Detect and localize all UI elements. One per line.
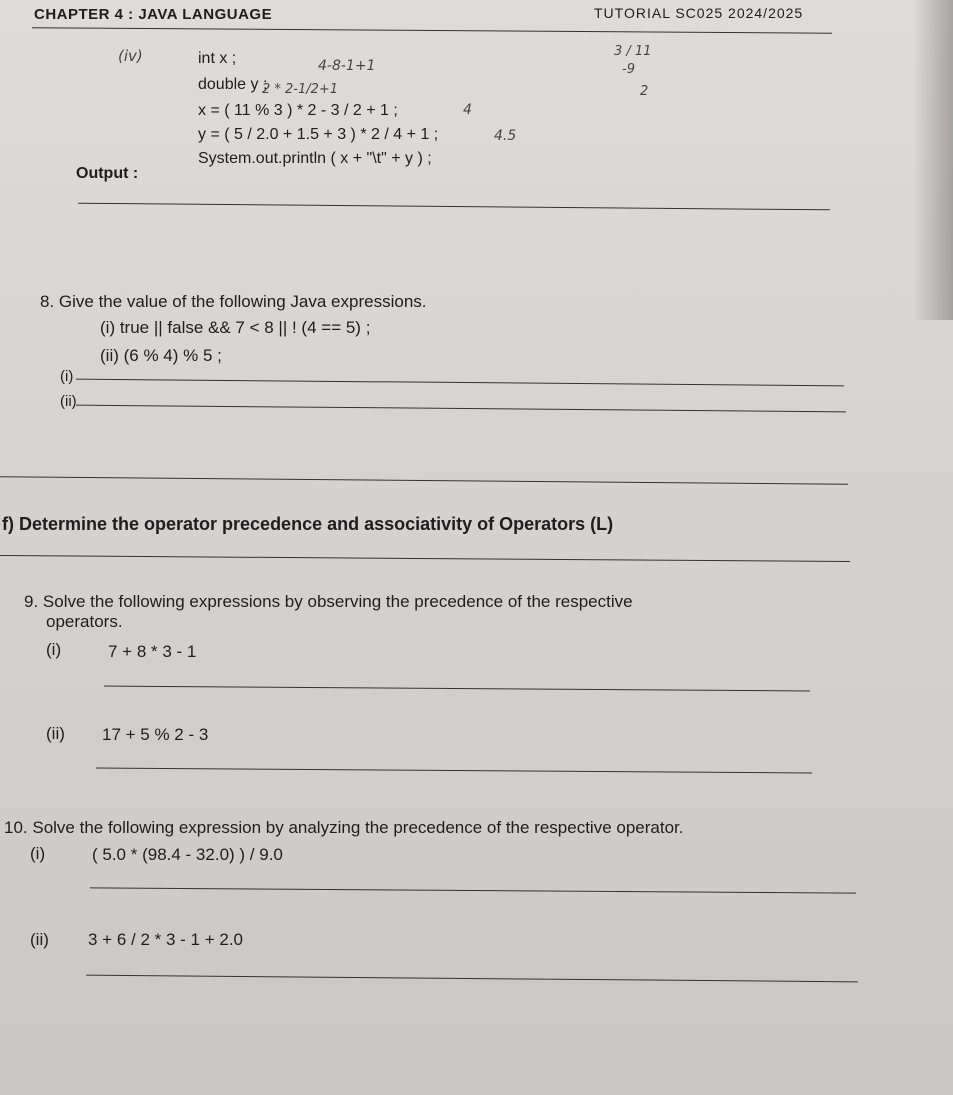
handwritten-note: 2 * 2-1/2+1: [262, 82, 339, 97]
q9-item-expr-i: 7 + 8 * 3 - 1: [108, 642, 197, 661]
q9-answer-line-i: [104, 686, 810, 692]
handwritten-note: 4-8-1+1: [318, 58, 376, 74]
q9-title: 9. Solve the following expressions by observing the precedence of the respective: [24, 592, 633, 611]
q10-answer-line-ii: [86, 975, 858, 983]
q8-answer-label-ii: (ii): [60, 393, 77, 410]
section-f-title: f) Determine the operator precedence and associativity of Operators (L): [2, 514, 614, 534]
q10-answer-line-i: [90, 887, 856, 893]
output-label: Output :: [76, 165, 139, 182]
page-edge-shadow: [913, 0, 953, 320]
q8-answer-line-ii: [76, 405, 846, 413]
question-number: (iv): [118, 47, 143, 65]
q8-title: 8. Give the value of the following Java expressions.: [40, 292, 427, 311]
q9-item-expr-ii: 17 + 5 % 2 - 3: [102, 725, 209, 744]
handwritten-note: 4.5: [494, 128, 517, 144]
code-line-4: y = ( 5 / 2.0 + 1.5 + 3 ) * 2 / 4 + 1 ;: [198, 126, 439, 143]
header-divider: [32, 27, 832, 34]
q9-item-label-i: (i): [46, 640, 62, 659]
q10-title: 10. Solve the following expression by analyzing the precedence of the respective operator.: [4, 818, 684, 837]
q10-item-expr-i: ( 5.0 * (98.4 - 32.0) ) / 9.0: [92, 845, 283, 864]
section-divider: [0, 555, 850, 562]
code-line-1: int x ;: [198, 50, 237, 67]
q9-title-cont: operators.: [46, 612, 123, 631]
q8-item-ii: (ii) (6 % 4) % 5 ;: [100, 346, 222, 365]
chapter-title: CHAPTER 4 : JAVA LANGUAGE: [34, 6, 273, 23]
q9-item-label-ii: (ii): [46, 724, 65, 743]
code-line-5: System.out.println ( x + "\t" + y ) ;: [198, 150, 432, 167]
q10-item-label-ii: (ii): [30, 930, 49, 949]
q10-item-expr-ii: 3 + 6 / 2 * 3 - 1 + 2.0: [88, 930, 243, 949]
code-line-2: double y ;: [198, 76, 268, 93]
handwritten-division: 3 / 11: [614, 44, 652, 59]
q8-answer-line-i: [76, 379, 844, 387]
section-divider: [0, 476, 848, 484]
code-line-3: x = ( 11 % 3 ) * 2 - 3 / 2 + 1 ;: [198, 102, 398, 119]
handwritten-division: -9: [622, 62, 635, 77]
tutorial-code: TUTORIAL SC025 2024/2025: [594, 5, 804, 21]
handwritten-note: 4: [463, 102, 472, 118]
handwritten-division: 2: [640, 84, 649, 99]
q8-item-i: (i) true || false && 7 < 8 || ! (4 == 5) ;: [100, 318, 371, 337]
q10-item-label-i: (i): [30, 844, 46, 863]
q8-answer-label-i: (i): [60, 368, 74, 385]
output-answer-line: [78, 203, 830, 211]
q9-answer-line-ii: [96, 768, 812, 774]
